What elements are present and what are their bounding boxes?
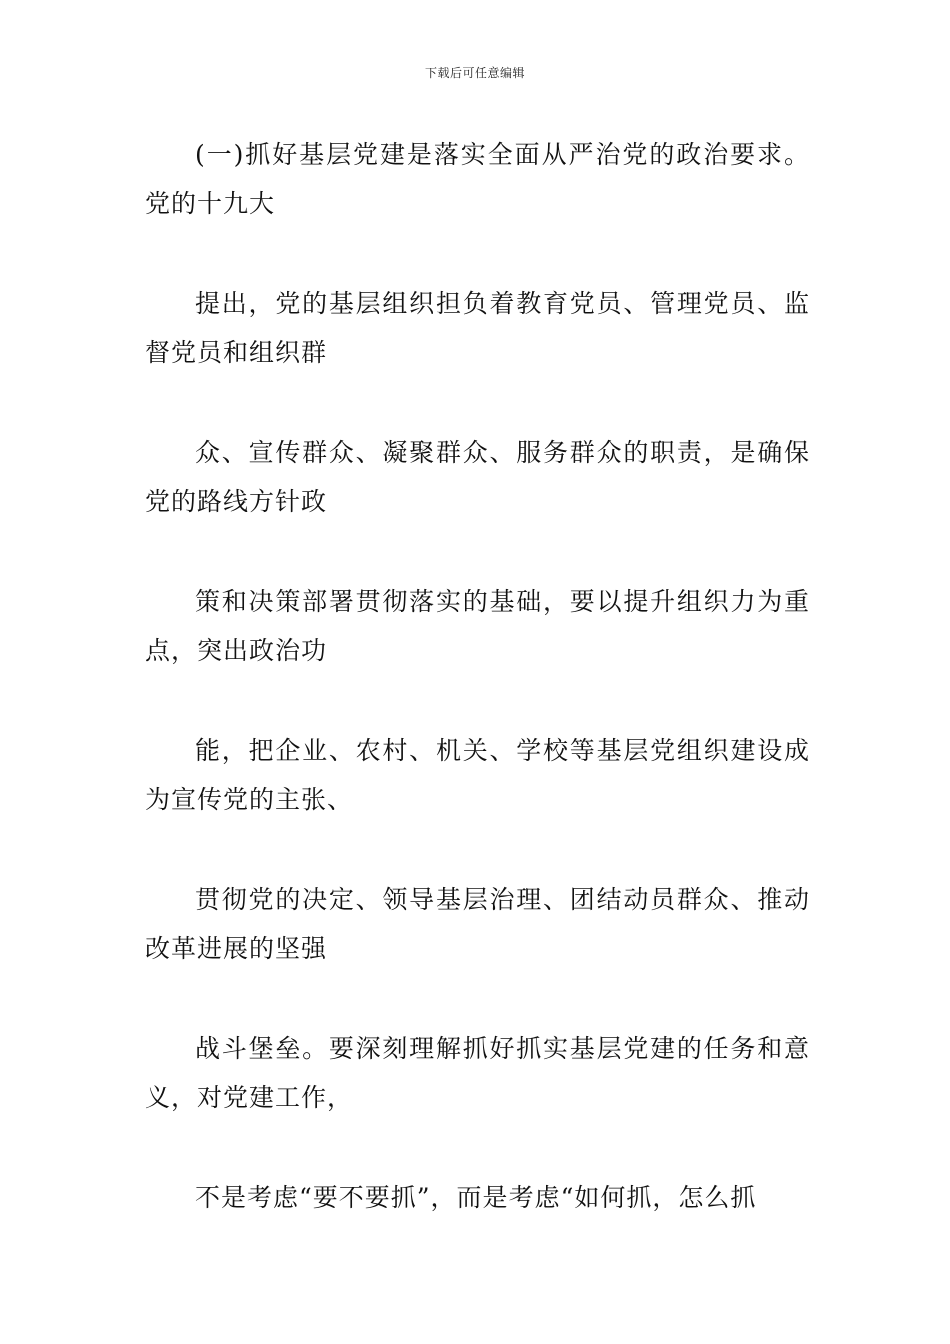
- document-body: [145, 130, 810, 1222]
- paragraph: 众、宣传群众、凝聚群众、服务群众的职责，是确保党的路线方针政: [145, 438, 810, 516]
- paragraph: 战斗堡垒。要深刻理解抓好抓实基层党建的任务和意义，对党建工作，: [145, 1034, 810, 1112]
- paragraph: (一)抓好基层党建是落实全面从严治党的政治要求。党的十九大: [145, 140, 810, 218]
- paragraph: 提出，党的基层组织担负着教育党员、管理党员、监督党员和组织群: [145, 289, 810, 367]
- paragraph: 能，把企业、农村、机关、学校等基层党组织建设成为宣传党的主张、: [145, 736, 810, 814]
- page-header: 下载后可任意编辑: [424, 66, 525, 80]
- paragraph: 贯彻党的决定、领导基层治理、团结动员群众、推动改革进展的坚强: [145, 885, 810, 963]
- paragraph: 策和决策部署贯彻落实的基础，要以提升组织力为重点，突出政治功: [145, 587, 810, 665]
- paragraph: 不是考虑“要不要抓”，而是考虑“如何抓，怎么抓: [195, 1183, 757, 1212]
